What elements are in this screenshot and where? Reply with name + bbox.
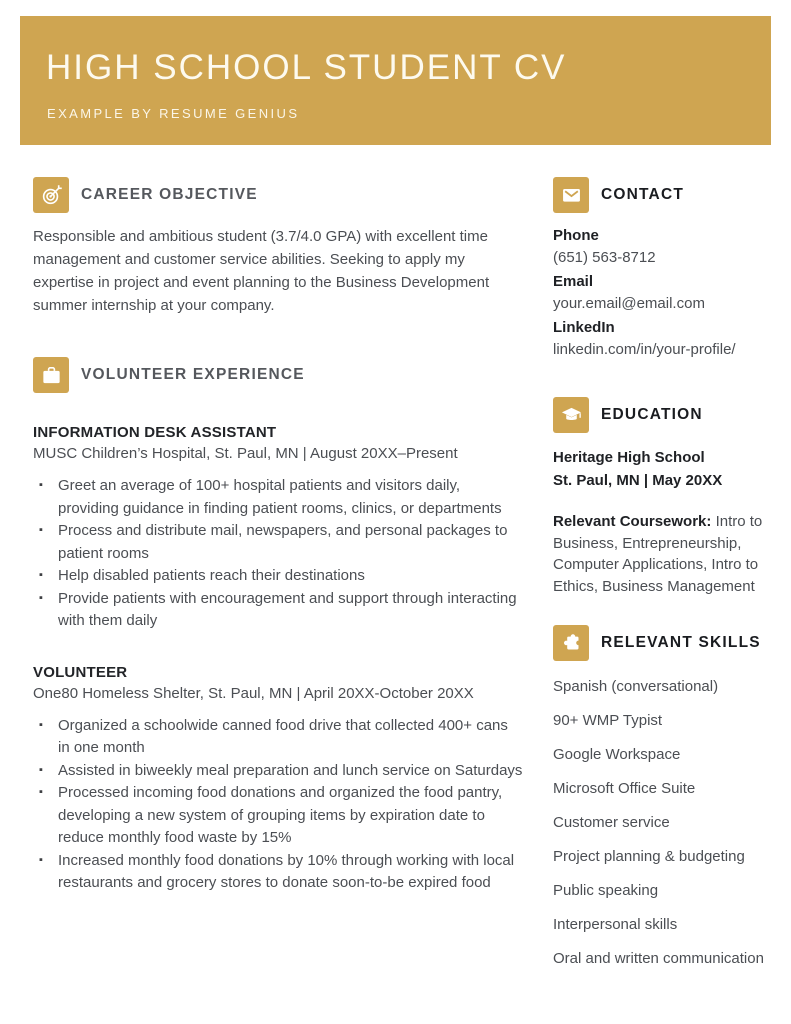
skill-item: Microsoft Office Suite	[553, 780, 696, 797]
entry-meta: MUSC Children’s Hospital, St. Paul, MN | August 20XX–Present	[33, 445, 458, 462]
header-banner	[20, 16, 771, 145]
skills-header	[553, 625, 778, 661]
contact-value: linkedin.com/in/your-profile/	[553, 341, 736, 358]
coursework-text: Intro to Business, Entrepreneurship, Computer Applications, Intro to Ethics, Business Management	[553, 513, 763, 595]
entry-bullet: ▪ Help disabled patients reach their destinations	[33, 565, 523, 588]
briefcase-icon	[33, 357, 69, 393]
entry-bullet: ▪ Greet an average of 100+ hospital patients and visitors daily, providing guidance in finding patient rooms, clinics, or departments	[33, 475, 523, 520]
contact-items	[553, 225, 778, 361]
contact-label: Email	[553, 273, 594, 290]
skill-item: Public speaking	[553, 882, 659, 899]
entry-title: VOLUNTEER	[33, 663, 128, 681]
contact-header	[553, 177, 778, 213]
entry-meta: One80 Homeless Shelter, St. Paul, MN | April 20XX-October 20XX	[33, 684, 474, 702]
entry-bullet: ▪ Process and distribute mail, newspapers, and personal packages to patient rooms	[33, 520, 523, 565]
education-heading: EDUCATION	[601, 406, 703, 423]
contact-label: Phone	[553, 227, 599, 244]
entry-bullet: ▪ Provide patients with encouragement and support through interacting with them daily	[33, 588, 523, 633]
career-objective-heading: CAREER OBJECTIVE	[81, 186, 258, 203]
career-objective-text: Responsible and ambitious student (3.7/4.0 GPA) with excellent time management and customer service abilities. Seeking to apply my expertise in project and event planning to the Business Development summer internship at your company.	[33, 228, 490, 314]
entry-bullet: ▪ Assisted in biweekly meal preparation and lunch service on Saturdays	[33, 760, 523, 783]
target-icon	[33, 177, 69, 213]
contact-label: LinkedIn	[553, 319, 615, 336]
section-contact	[553, 177, 778, 361]
entry-bullet: ▪ Processed incoming food donations and organized the food pantry, developing a new system of grouping items by expiration date to reduce monthly food waste by 15%	[33, 782, 523, 850]
puzzle-icon	[553, 625, 589, 661]
entry-bullet-list	[33, 715, 523, 895]
entry-title: INFORMATION DESK ASSISTANT	[33, 424, 277, 441]
education-entry	[553, 446, 778, 492]
skills-heading: RELEVANT SKILLS	[601, 634, 761, 651]
contact-heading: CONTACT	[601, 186, 685, 203]
page-title: HIGH SCHOOL STUDENT CV	[46, 48, 567, 87]
experience-entry	[33, 424, 523, 633]
contact-value: your.email@email.com	[553, 295, 705, 312]
entry-bullet: ▪ Organized a schoolwide canned food drive that collected 400+ cans in one month	[33, 715, 523, 760]
skill-item: Oral and written communication	[553, 950, 764, 967]
contact-item	[553, 225, 778, 269]
section-career-objective	[33, 177, 523, 317]
left-column	[33, 177, 523, 982]
career-objective-header	[33, 177, 523, 213]
education-header	[553, 397, 778, 433]
graduation-cap-icon	[553, 397, 589, 433]
envelope-icon	[553, 177, 589, 213]
skill-item: Spanish (conversational)	[553, 678, 719, 695]
education-coursework	[553, 511, 778, 597]
section-relevant-skills	[553, 625, 778, 969]
entry-bullet-list	[33, 475, 523, 633]
page-subtitle: EXAMPLE BY RESUME GENIUS	[47, 106, 300, 121]
experience-entries	[33, 424, 523, 895]
volunteer-experience-heading: VOLUNTEER EXPERIENCE	[81, 366, 305, 383]
education-meta: St. Paul, MN | May 20XX	[553, 472, 723, 489]
skill-item: Interpersonal skills	[553, 916, 678, 933]
skill-item: Project planning & budgeting	[553, 848, 745, 865]
skill-item: Google Workspace	[553, 746, 681, 763]
contact-item	[553, 271, 778, 315]
experience-entry	[33, 664, 523, 895]
entry-bullet: ▪ Increased monthly food donations by 10% through working with local restaurants and grocery stores to donate soon-to-be expired food	[33, 850, 523, 895]
right-column	[553, 177, 778, 982]
coursework-label: Relevant Coursework:	[553, 513, 712, 530]
skills-list	[553, 676, 778, 969]
education-school: Heritage High School	[553, 449, 705, 466]
contact-value: (651) 563-8712	[553, 249, 656, 266]
section-education	[553, 397, 778, 597]
volunteer-experience-header	[33, 357, 523, 393]
section-volunteer-experience	[33, 357, 523, 895]
content-area	[33, 177, 778, 982]
skill-item: 90+ WMP Typist	[553, 712, 663, 729]
skill-item: Customer service	[553, 814, 670, 831]
contact-item	[553, 317, 778, 361]
